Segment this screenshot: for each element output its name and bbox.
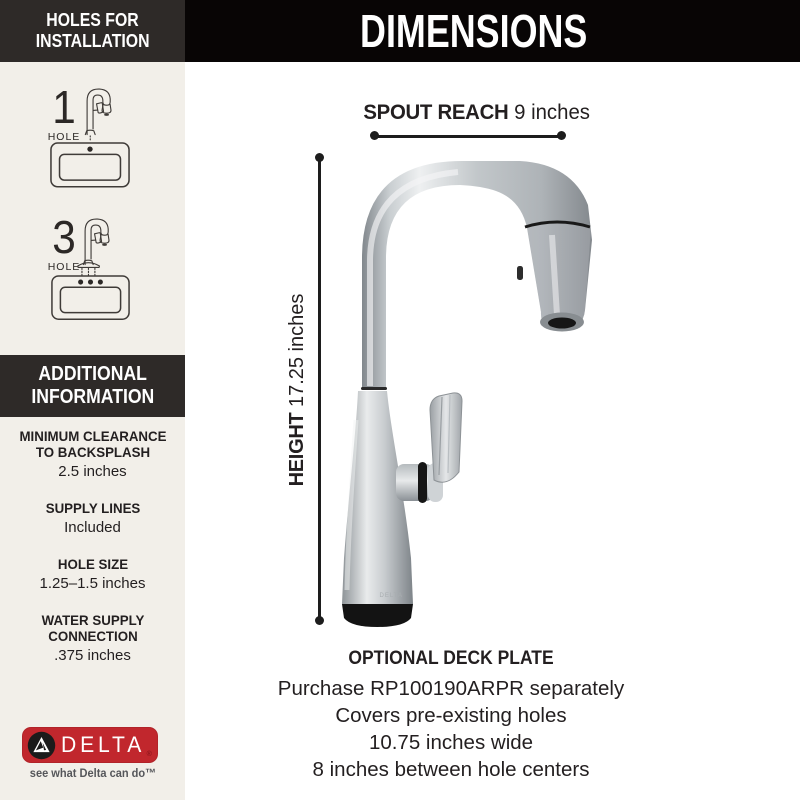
faucet-1-hole-icon: [78, 80, 120, 142]
handle-ring: [418, 462, 427, 503]
delta-triangle-icon: [27, 731, 56, 760]
hole-count-3: 3: [52, 211, 76, 263]
faucet-base: [342, 604, 413, 627]
addl-header-line1: ADDITIONAL: [38, 363, 147, 385]
info-value: 1.25–1.5 inches: [39, 575, 146, 592]
info-item-hole-size: [0, 556, 185, 592]
delta-logo: [22, 727, 158, 763]
delta-wordmark: DELTA: [61, 732, 146, 757]
addl-header-line2: INFORMATION: [31, 386, 154, 408]
deck-plate-title: OPTIONAL DECK PLATE: [348, 648, 554, 669]
additional-information-header: [0, 355, 185, 417]
additional-info-list: [0, 428, 185, 664]
faucet-engraving: DELTA: [379, 593, 403, 599]
page-title: DIMENSIONS: [359, 5, 588, 57]
deck-plate-line: 10.75 inches wide: [368, 731, 534, 754]
faucet-hole-dot: [87, 146, 92, 151]
info-label: SUPPLY LINES: [45, 500, 140, 516]
info-value: 2.5 inches: [58, 463, 127, 480]
spout-reach-value: 9 inches: [514, 101, 590, 124]
registered-mark: ®: [146, 751, 152, 758]
neck-ring: [361, 387, 387, 390]
faucet-product-image: [290, 120, 620, 650]
hole-count-1: 1: [52, 81, 76, 133]
deck-plate-line: Covers pre-existing holes: [335, 704, 567, 727]
faucet-handle-lever: [430, 393, 462, 482]
faucet-hole-dot: [78, 280, 83, 285]
deck-plate-icon: [78, 263, 100, 268]
info-label: HOLE SIZE: [57, 556, 128, 572]
info-label: WATER SUPPLY CONNECTION: [41, 612, 144, 644]
info-value: Included: [64, 519, 121, 536]
height-value: 17.25 inches: [286, 293, 308, 408]
spout-reach-title: SPOUT REACH: [363, 101, 509, 124]
height-title: HEIGHT: [286, 412, 308, 487]
hole-word-3: HOLE: [47, 261, 81, 274]
sink-1-hole-icon: [50, 142, 130, 188]
info-item-clearance: [0, 428, 185, 480]
info-label: MINIMUM CLEARANCE TO BACKSPLASH: [18, 428, 167, 460]
info-item-supply-lines: [0, 500, 185, 536]
faucet-hole-dot: [88, 280, 93, 285]
holes-header-line2: INSTALLATION: [35, 31, 150, 51]
faucet-3-hole-icon: [76, 210, 118, 277]
info-item-water-supply: [0, 612, 185, 664]
holes-header-line1: HOLES FOR: [46, 10, 139, 30]
hole-word-1: HOLE: [47, 131, 81, 144]
info-value: .375 inches: [54, 647, 131, 664]
holes-for-installation-header: [0, 0, 185, 62]
dimensions-title-bar: [185, 0, 800, 62]
delta-tagline: see what Delta can do™: [29, 766, 157, 780]
faucet-hole-dot: [98, 280, 103, 285]
deck-plate-line: 8 inches between hole centers: [312, 758, 590, 781]
deck-plate-note: [231, 648, 671, 783]
sink-3-hole-icon: [51, 275, 130, 320]
spray-head-button: [517, 266, 523, 280]
deck-plate-line: Purchase RP100190ARPR separately: [277, 677, 625, 700]
